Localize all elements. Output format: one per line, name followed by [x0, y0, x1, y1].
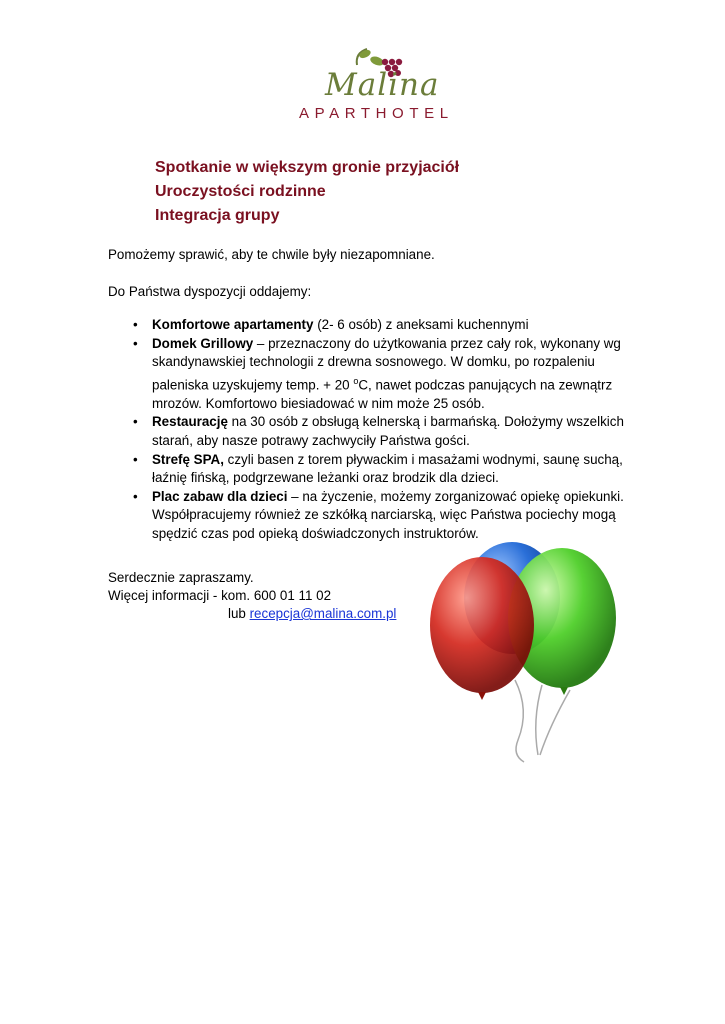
logo-subtitle: APARTHOTEL	[299, 105, 454, 122]
bullet-icon: •	[133, 335, 138, 351]
balloons-image	[420, 540, 650, 770]
list-item: • Komfortowe apartamenty (2- 6 osób) z aneksami kuchennymi	[108, 316, 628, 335]
email-line: lub recepcja@malina.com.pl	[228, 606, 397, 621]
bullet-icon: •	[133, 317, 138, 332]
list-item: • Domek Grillowy – przeznaczony do użytkowania przez cały rok, wykonany wg skandynawskiej technologii z drewna sosnowego. W domku, po rozpaleniu paleniska uzyskujemy temp. + 20 $^o$C, nawet podczas panujących na zewnątrz mrozów. Komfortowo biesiadować w nim może 25 osób.	[133, 335, 621, 411]
heading-integration: Integracja grupy	[155, 207, 280, 224]
headings	[155, 156, 459, 228]
hotel-logo	[295, 45, 470, 125]
logo-name: Malina	[325, 67, 440, 103]
bullet-icon: •	[133, 414, 138, 430]
list-item: • Strefę SPA, czyli basen z torem pływackim i masażami wodnymi, saunę suchą, łaźnię fińską, podgrzewane leżanki oraz brodzik dla dzieci.	[133, 451, 623, 486]
email-link[interactable]: recepcja@malina.com.pl	[249, 606, 397, 621]
info-text: Więcej informacji - kom. 600 01 11 02	[108, 588, 332, 603]
closing-text: Serdecznie zapraszamy.	[108, 570, 254, 585]
intro-text: Pomożemy sprawić, aby te chwile były niezapomniane.	[108, 247, 435, 262]
list-item: • Restaurację na 30 osób z obsługą kelnerską i barmańską. Dołożymy wszelkich starań, aby nasze potrawy zachwyciły Państwa gości.	[133, 414, 624, 449]
heading-family: Uroczystości rodzinne	[155, 183, 326, 200]
list-item: • Plac zabaw dla dzieci – na życzenie, możemy zorganizować opiekę opiekunki. Współpracujemy również ze szkółką narciarską, więc Państwa pociechy mogą spędzić czas pod opieką doświadczonych instruktorów.	[133, 488, 624, 541]
offer-list	[108, 316, 628, 544]
disposal-text: Do Państwa dyspozycji oddajemy:	[108, 284, 312, 299]
heading-gathering: Spotkanie w większym gronie przyjaciół	[155, 159, 460, 176]
bullet-icon: •	[133, 451, 138, 467]
bullet-icon: •	[133, 488, 138, 504]
